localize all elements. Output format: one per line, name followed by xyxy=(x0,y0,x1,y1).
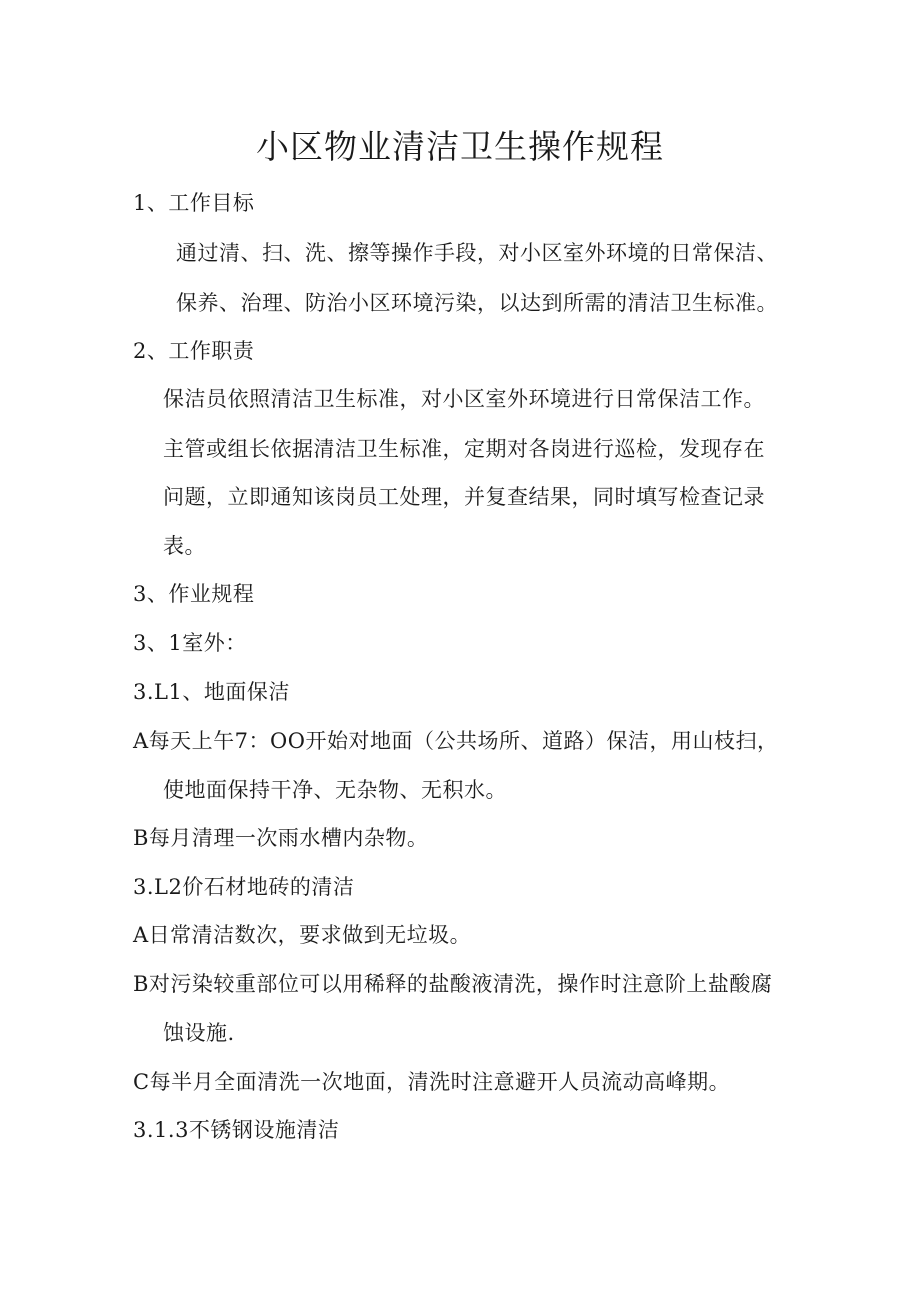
paragraph-line: 蚀设施. xyxy=(163,1021,235,1045)
paragraph-line: 问题，立即通知该岗员工处理，并复查结果，同时填写检查记录 xyxy=(163,485,765,509)
subsection-heading: 3、1室外： xyxy=(133,631,247,655)
section-heading: 3、作业规程 xyxy=(133,582,255,606)
section-heading: 1、工作目标 xyxy=(133,191,255,215)
paragraph-line: A每天上午7：OO开始对地面（公共场所、道路）保洁，用山枝扫， xyxy=(133,729,779,753)
paragraph-line: C每半月全面清洗一次地面，清洗时注意避开人员流动高峰期。 xyxy=(133,1070,731,1094)
paragraph-line: B每月清理一次雨水槽内杂物。 xyxy=(133,826,429,850)
paragraph-line: A日常清洁数次，要求做到无垃圾。 xyxy=(133,923,472,947)
subsection-heading: 3.L1、地面保洁 xyxy=(133,680,290,704)
document-title: 小区物业清洁卫生操作规程 xyxy=(256,127,664,166)
paragraph-line: B对污染较重部位可以用稀释的盐酸液清洗，操作时注意阶上盐酸腐 xyxy=(133,972,773,996)
paragraph-line: 保洁员依照清洁卫生标准，对小区室外环境进行日常保洁工作。 xyxy=(163,387,765,411)
subsection-heading: 3.L2价石材地砖的清洁 xyxy=(133,875,355,899)
paragraph-line: 使地面保持干净、无杂物、无积水。 xyxy=(163,778,507,802)
paragraph-line: 表。 xyxy=(163,534,206,558)
subsection-heading: 3.1.3不锈钢设施清洁 xyxy=(133,1118,340,1142)
paragraph-line: 通过清、扫、洗、擦等操作手段，对小区室外环境的日常保洁、 xyxy=(176,241,778,265)
paragraph-line: 保养、治理、防治小区环境污染，以达到所需的清洁卫生标准。 xyxy=(176,291,778,315)
paragraph-line: 主管或组长依据清洁卫生标准，定期对各岗进行巡检，发现存在 xyxy=(163,437,765,461)
section-heading: 2、工作职责 xyxy=(133,339,255,363)
